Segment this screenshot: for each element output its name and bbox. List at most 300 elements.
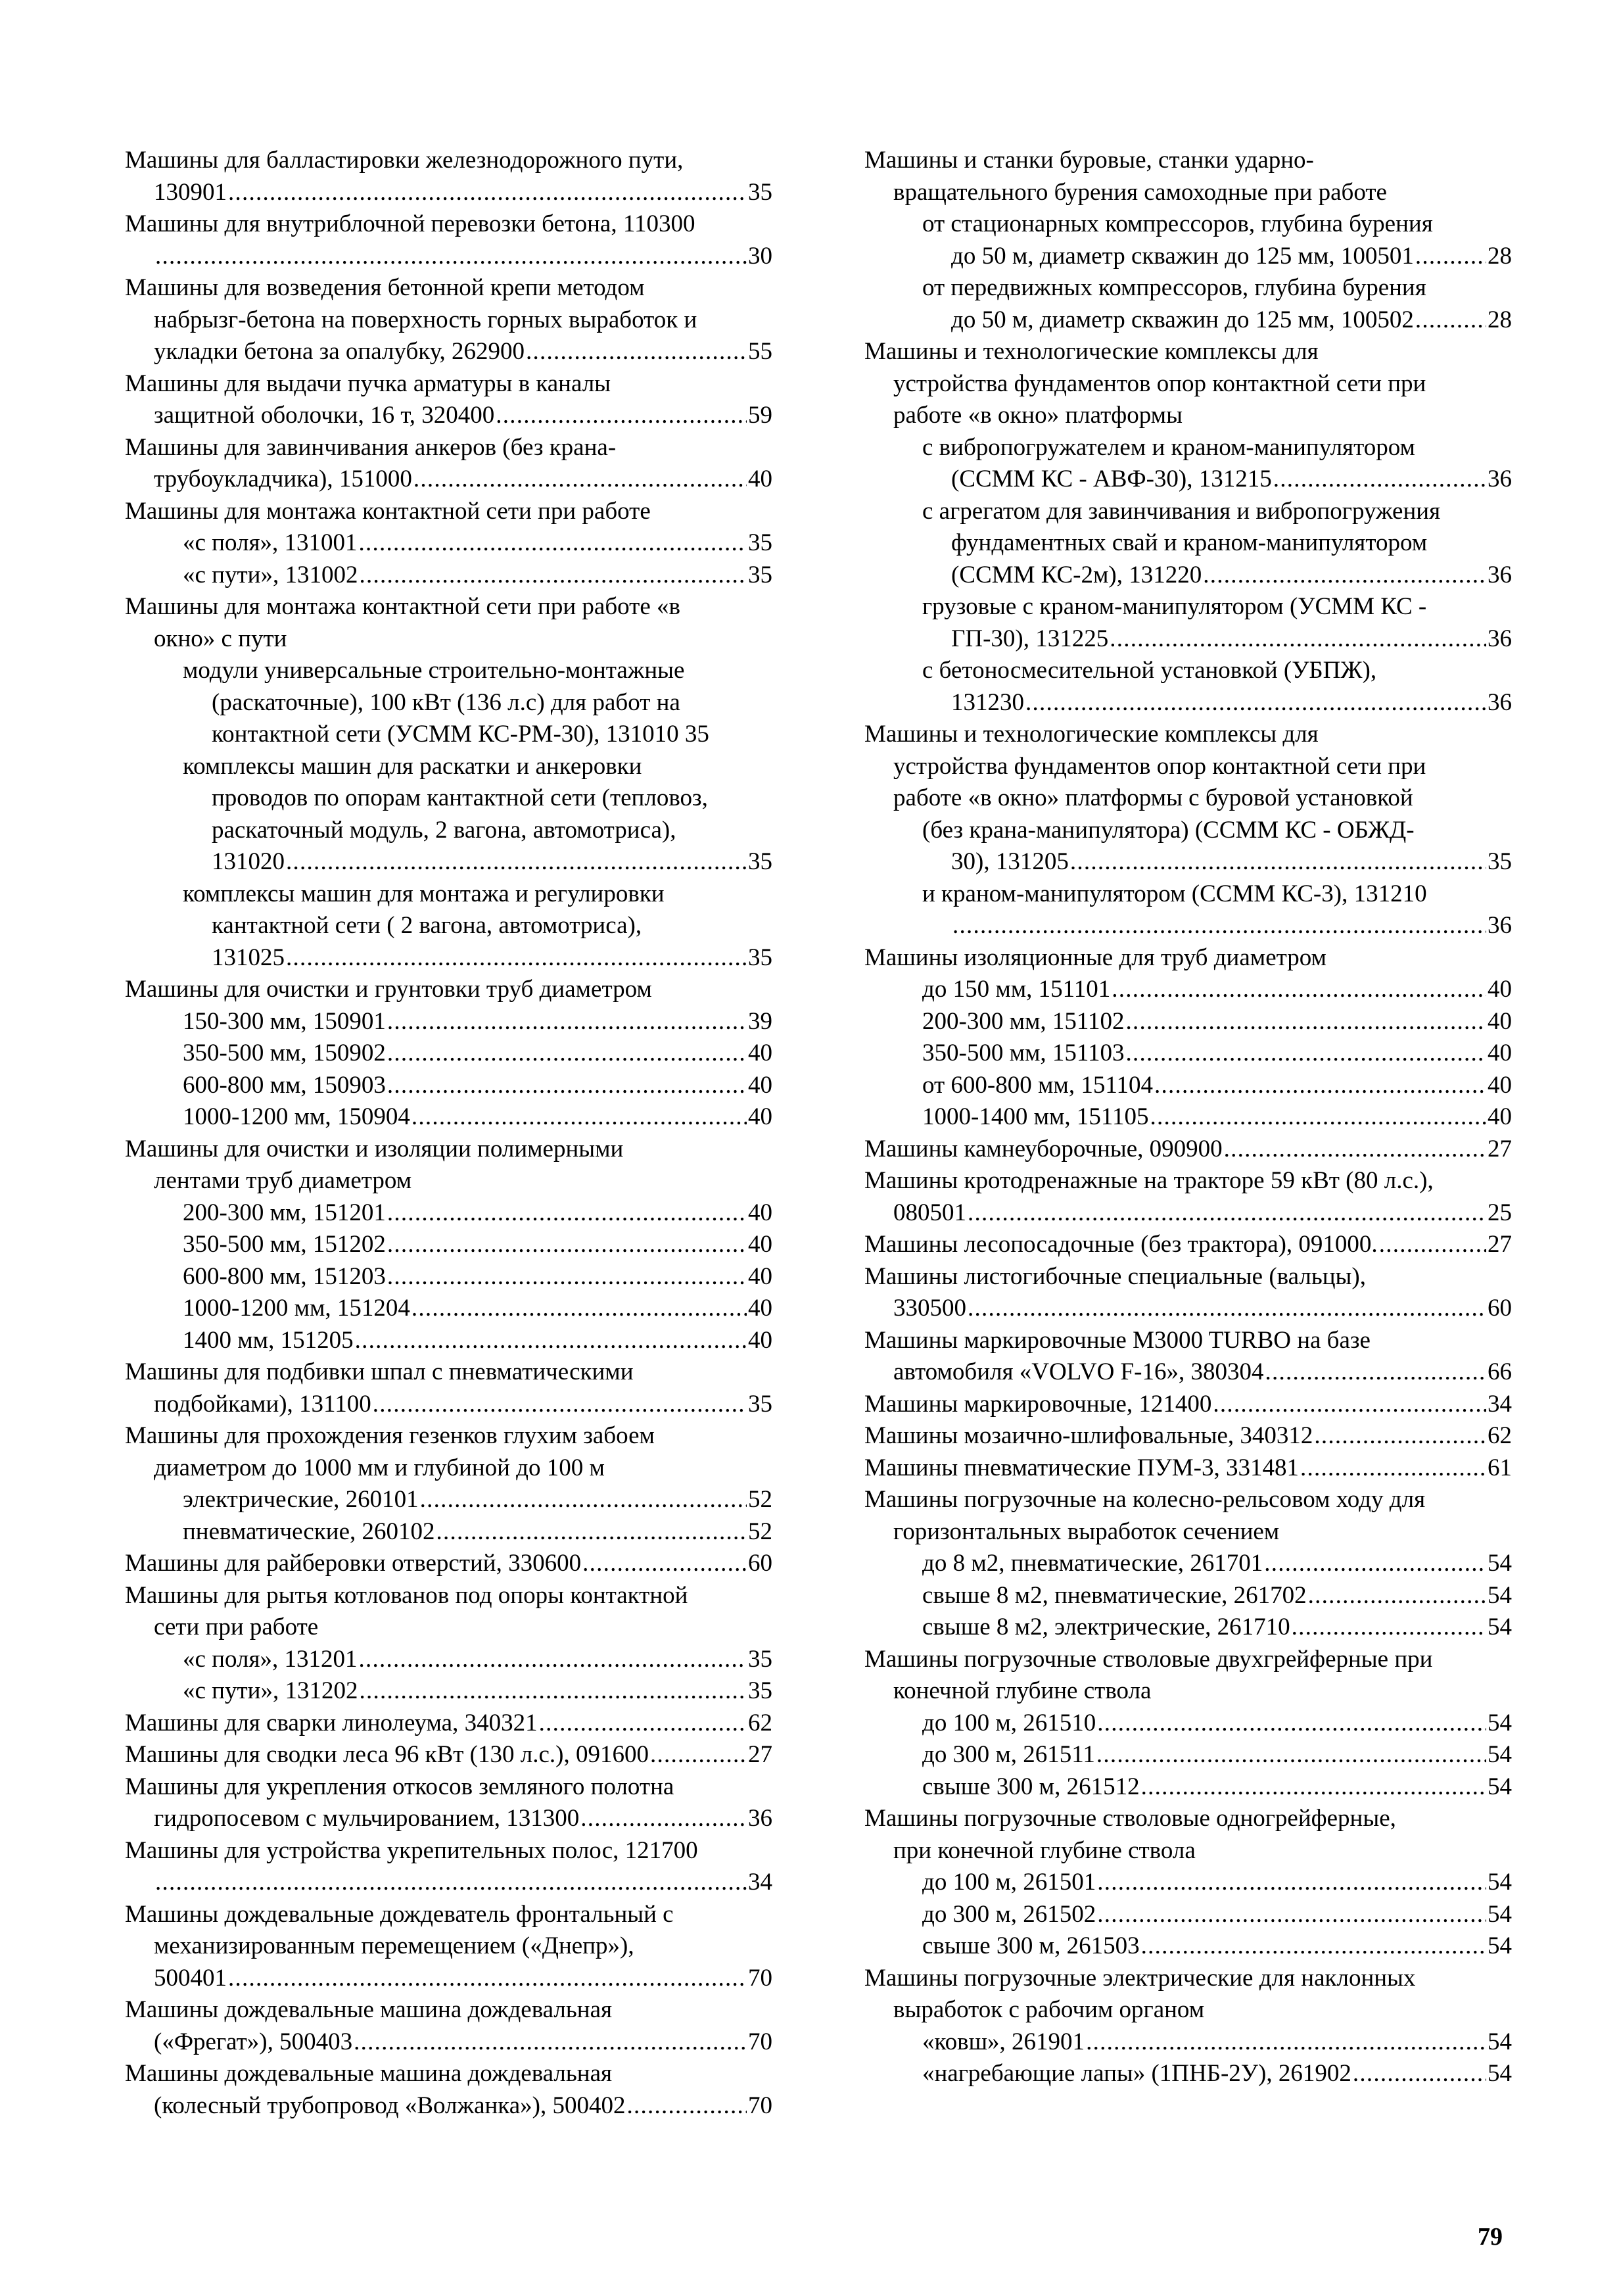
- entry-text: (ССММ КС - АВФ-30), 131215: [951, 466, 1272, 492]
- dot-leader: [228, 177, 747, 209]
- index-entry: Машины для укрепления откосов земляного полотна: [125, 1773, 674, 1800]
- entry-text: Машины для сварки линолеума, 340321: [125, 1709, 538, 1736]
- page-reference: 40: [1488, 976, 1512, 1003]
- index-entry: [864, 1389, 1512, 1421]
- dot-leader: [359, 1675, 747, 1708]
- dot-leader: [411, 1101, 747, 1134]
- dot-leader: [539, 1708, 747, 1740]
- page-reference: 28: [1488, 306, 1512, 333]
- index-entry: Машины и технологические комплексы для: [864, 338, 1319, 365]
- page-reference: 40: [748, 1103, 772, 1130]
- page-reference: 62: [748, 1709, 772, 1736]
- page-reference: 40: [1488, 1040, 1512, 1066]
- index-column-right: [864, 145, 1512, 2090]
- index-entry: [864, 1708, 1512, 1740]
- entry-text: до 8 м2, пневматические, 261701: [922, 1550, 1263, 1577]
- index-entry: [864, 1612, 1512, 1644]
- entry-text: защитной оболочки, 16 т, 320400: [154, 402, 495, 429]
- page-reference: 54: [1488, 1581, 1512, 1609]
- dot-leader: [1154, 1070, 1486, 1102]
- dot-leader: [155, 241, 747, 273]
- index-entry: [125, 1261, 772, 1293]
- entry-text: 080501: [893, 1199, 966, 1226]
- entry-text: Машины лесопосадочные (без трактора), 091000.: [864, 1231, 1378, 1258]
- index-entry: (раскаточные), 100 кВт (136 л.с) для работ на: [212, 688, 680, 716]
- dot-leader: [526, 336, 747, 368]
- index-entry: [864, 687, 1512, 719]
- dot-leader: [1096, 1739, 1486, 1771]
- page-reference: 36: [1488, 688, 1512, 716]
- index-entry: [125, 241, 772, 273]
- entry-text: «с поля», 131201: [183, 1645, 358, 1673]
- index-entry: [125, 1867, 772, 1899]
- index-entry: [125, 846, 772, 878]
- index-entry: [125, 1325, 772, 1357]
- entry-text: до 50 м, диаметр скважин до 125 мм, 100502: [951, 306, 1414, 333]
- dot-leader: [286, 942, 747, 974]
- page-reference: 36: [1488, 466, 1512, 492]
- index-entry: [125, 1963, 772, 1995]
- page-reference: 52: [748, 1486, 772, 1513]
- entry-text: «ковш», 261901: [922, 2028, 1085, 2055]
- entry-text: 600-800 мм, 151203: [183, 1262, 386, 1290]
- entry-text: (ССММ КС-2м), 131220: [951, 561, 1202, 588]
- dot-leader: [373, 1389, 747, 1421]
- index-entry: окно» с пути: [154, 625, 287, 652]
- index-entry: [864, 974, 1512, 1006]
- page-reference: 36: [1488, 561, 1512, 588]
- page-reference: 35: [748, 529, 772, 556]
- index-entry: [864, 1070, 1512, 1102]
- dot-leader: [420, 1484, 747, 1516]
- page-reference: 54: [1488, 1550, 1512, 1577]
- index-entry: вращательного бурения самоходные при работе: [893, 178, 1387, 206]
- index-entry: набрызг-бетона на поверхность горных выработок и: [154, 306, 697, 333]
- dot-leader: [387, 1070, 747, 1102]
- index-entry: [125, 1548, 772, 1580]
- index-entry: [864, 1038, 1512, 1070]
- index-entry: [864, 2026, 1512, 2059]
- dot-leader: [650, 1739, 747, 1771]
- entry-text: 200-300 мм, 151102: [922, 1007, 1125, 1035]
- page-reference: 40: [748, 1071, 772, 1099]
- dot-leader: [952, 910, 1486, 942]
- dot-leader: [1353, 2058, 1486, 2090]
- index-entry: с агрегатом для завинчивания и вибропогружения: [922, 497, 1441, 525]
- entry-text: 500401: [154, 1964, 227, 1992]
- page-reference: 40: [748, 1231, 772, 1258]
- page-reference: 34: [748, 1869, 772, 1896]
- index-entry: [864, 304, 1512, 337]
- dot-leader: [387, 1229, 747, 1261]
- entry-text: ГП-30), 131225: [951, 625, 1109, 652]
- dot-leader: [1273, 464, 1486, 496]
- index-entry: [125, 1803, 772, 1835]
- entry-text: Машины пневматические ПУМ-3, 331481: [864, 1454, 1299, 1481]
- dot-leader: [1097, 1899, 1486, 1931]
- dot-leader: [358, 527, 747, 560]
- entry-text: от 600-800 мм, 151104: [922, 1071, 1153, 1099]
- page-reference: 40: [748, 1199, 772, 1226]
- page-reference: 40: [748, 1040, 772, 1066]
- index-column-left: [125, 145, 772, 2122]
- index-entry: Машины для очистки и грунтовки труб диаметром: [125, 976, 652, 1003]
- index-entry: [864, 1006, 1512, 1038]
- index-entry: лентами труб диаметром: [154, 1167, 412, 1194]
- dot-leader: [580, 1803, 747, 1835]
- index-entry: устройства фундаментов опор контактной сети при: [893, 370, 1426, 397]
- index-entry: [864, 1452, 1512, 1485]
- index-entry: [864, 1867, 1512, 1899]
- index-entry: [864, 1739, 1512, 1771]
- dot-leader: [1314, 1420, 1486, 1452]
- index-entry: [864, 1420, 1512, 1452]
- index-entry: [125, 1675, 772, 1708]
- entry-text: Машины для сводки леса 96 кВт (130 л.с.), 091600: [125, 1741, 649, 1768]
- dot-leader: [1025, 687, 1486, 719]
- page-reference: 40: [1488, 1007, 1512, 1035]
- dot-leader: [496, 400, 747, 432]
- dot-leader: [413, 464, 747, 496]
- dot-leader: [358, 1644, 747, 1676]
- index-entry: Машины для балластировки железнодорожного пути,: [125, 147, 684, 174]
- page-reference: 54: [1488, 2028, 1512, 2055]
- page-reference: 54: [1488, 1869, 1512, 1896]
- entry-text: 131230: [951, 688, 1024, 716]
- dot-leader: [355, 1325, 747, 1357]
- page-reference: 35: [1488, 848, 1512, 875]
- dot-leader: [582, 1548, 747, 1580]
- index-entry: [864, 1580, 1512, 1612]
- index-entry: [125, 1739, 772, 1771]
- page-reference: 36: [748, 1805, 772, 1832]
- index-entry: [125, 1038, 772, 1070]
- entry-text: Машины мозаично-шлифовальные, 340312: [864, 1422, 1313, 1449]
- index-entry: [125, 1708, 772, 1740]
- index-entry: от передвижных компрессоров, глубина бурения: [922, 274, 1426, 301]
- page-reference: 36: [1488, 912, 1512, 939]
- dot-leader: [1379, 1229, 1486, 1261]
- index-entry: [125, 560, 772, 592]
- index-entry: модули универсальные строительно-монтажные: [183, 657, 685, 684]
- dot-leader: [387, 1197, 747, 1230]
- entry-text: 330500: [893, 1295, 966, 1322]
- dot-leader: [411, 1293, 747, 1325]
- index-entry: Машины для монтажа контактной сети при работе: [125, 497, 651, 525]
- index-entry: Машины погрузочные электрические для наклонных: [864, 1964, 1416, 1992]
- entry-text: до 300 м, 261502: [922, 1900, 1096, 1928]
- index-entry: Машины листогибочные специальные (вальцы),: [864, 1262, 1366, 1290]
- entry-text: (колесный трубопровод «Волжанка»), 500402: [154, 2092, 626, 2119]
- page-reference: 40: [748, 1326, 772, 1354]
- dot-leader: [1203, 560, 1486, 592]
- page-reference: 35: [748, 561, 772, 588]
- dot-leader: [1097, 1708, 1486, 1740]
- index-entry: [864, 1229, 1512, 1261]
- dot-leader: [1265, 1356, 1486, 1389]
- index-entry: (без крана-манипулятора) (ССММ КС - ОБЖД-: [922, 816, 1415, 844]
- index-entry: Машины для выдачи пучка арматуры в каналы: [125, 370, 611, 397]
- dot-leader: [1141, 1930, 1486, 1963]
- entry-text: «с пути», 131002: [183, 561, 358, 588]
- entry-text: 600-800 мм, 150903: [183, 1071, 386, 1099]
- page-reference: 30: [748, 242, 772, 270]
- index-entry: Машины дождевальные дождеватель фронтальный с: [125, 1900, 674, 1928]
- index-entry: Машины для возведения бетонной крепи методом: [125, 274, 645, 301]
- index-entry: Машины для очистки и изоляции полимерными: [125, 1135, 624, 1162]
- index-entry: Машины маркировочные M3000 TURBO на базе: [864, 1326, 1371, 1354]
- index-entry: кантактной сети ( 2 вагона, автомотриса),: [212, 912, 642, 939]
- dot-leader: [359, 560, 747, 592]
- page-reference: 40: [1488, 1103, 1512, 1130]
- page-reference: 40: [748, 1262, 772, 1290]
- index-entry: [864, 846, 1512, 878]
- index-entry: с вибропогружателем и краном-манипулятором: [922, 433, 1415, 461]
- dot-leader: [1308, 1580, 1486, 1612]
- page-reference: 60: [1488, 1295, 1512, 1322]
- page-reference: 59: [748, 402, 772, 429]
- page-reference: 55: [748, 338, 772, 365]
- dot-leader: [1126, 1038, 1486, 1070]
- entry-text: 130901: [154, 178, 227, 206]
- page-reference: 40: [1488, 1071, 1512, 1099]
- page-reference: 70: [748, 2028, 772, 2055]
- entry-text: свыше 300 м, 261503: [922, 1932, 1140, 1959]
- index-entry: [125, 2026, 772, 2059]
- dot-leader: [228, 1963, 747, 1995]
- page-reference: 61: [1488, 1454, 1512, 1481]
- dot-leader: [286, 846, 747, 878]
- entry-text: Машины маркировочные, 121400: [864, 1390, 1212, 1418]
- dot-leader: [1141, 1771, 1486, 1804]
- index-entry: [864, 1356, 1512, 1389]
- dot-leader: [1112, 974, 1486, 1006]
- dot-leader: [387, 1006, 747, 1038]
- entry-text: 1000-1200 мм, 150904: [183, 1103, 410, 1130]
- index-entry: Машины погрузочные стволовые двухгрейферные при: [864, 1645, 1433, 1673]
- page-reference: 54: [1488, 1709, 1512, 1736]
- index-entry: выработок с рабочим органом: [893, 1996, 1205, 2023]
- dot-leader: [1070, 846, 1486, 878]
- index-entry: [864, 2058, 1512, 2090]
- entry-text: до 50 м, диаметр скважин до 125 мм, 100501: [951, 242, 1414, 270]
- page-reference: 60: [748, 1550, 772, 1577]
- index-entry: работе «в окно» платформы: [893, 402, 1183, 429]
- dot-leader: [1300, 1452, 1486, 1485]
- index-entry: [864, 1134, 1512, 1166]
- index-entry: механизированным перемещением («Днепр»),: [154, 1932, 634, 1959]
- index-entry: и краном-манипулятором (ССММ КС-3), 131210: [922, 880, 1427, 907]
- index-entry: [125, 336, 772, 368]
- index-entry: Машины дождевальные машина дождевальная: [125, 1996, 613, 2023]
- index-entry: Машины кротодренажные на тракторе 59 кВт (80 л.с.),: [864, 1167, 1434, 1194]
- dot-leader: [1150, 1101, 1486, 1134]
- index-entry: проводов по опорам кантактной сети (тепловоз,: [212, 784, 708, 811]
- page-reference: 70: [748, 2092, 772, 2119]
- index-entry: при конечной глубине ствола: [893, 1836, 1196, 1864]
- index-entry: комплексы машин для монтажа и регулировки: [183, 880, 665, 907]
- page-reference: 35: [748, 1677, 772, 1704]
- entry-text: укладки бетона за опалубку, 262900: [154, 338, 525, 365]
- index-entry: [864, 1771, 1512, 1804]
- page-reference: 54: [1488, 1614, 1512, 1640]
- page-reference: 27: [1488, 1231, 1512, 1258]
- index-entry: Машины и технологические комплексы для: [864, 721, 1319, 748]
- index-entry: Машины погрузочные на колесно-рельсовом ходу для: [864, 1486, 1426, 1513]
- page-reference: 66: [1488, 1358, 1512, 1385]
- page-reference: 35: [748, 178, 772, 206]
- index-entry: Машины погрузочные стволовые одногрейферные,: [864, 1805, 1396, 1832]
- index-entry: комплексы машин для раскатки и анкеровки: [183, 752, 642, 780]
- index-entry: [125, 400, 772, 432]
- entry-text: Машины для райберовки отверстий, 330600: [125, 1550, 582, 1577]
- index-entry: от стационарных компрессоров, глубина бурения: [922, 210, 1433, 237]
- page-reference: 54: [1488, 1900, 1512, 1928]
- entry-text: трубоукладчика), 151000: [154, 466, 412, 492]
- dot-leader: [436, 1516, 747, 1548]
- index-entry: контактной сети (УСММ КС-РМ-30), 131010 35: [212, 721, 709, 748]
- entry-text: электрические, 260101: [183, 1486, 419, 1513]
- index-entry: Машины и станки буровые, станки ударно-: [864, 147, 1314, 174]
- dot-leader: [1213, 1389, 1486, 1421]
- entry-text: автомобиля «VOLVO F-16», 380304: [893, 1358, 1264, 1385]
- page-reference: 54: [1488, 2060, 1512, 2087]
- entry-text: 200-300 мм, 151201: [183, 1199, 386, 1226]
- index-entry: Машины для рытья котлованов под опоры контактной: [125, 1581, 688, 1609]
- page-reference: 54: [1488, 1773, 1512, 1800]
- entry-text: до 150 мм, 151101: [922, 976, 1111, 1003]
- dot-leader: [387, 1261, 747, 1293]
- entry-text: свыше 8 м2, пневматические, 261702: [922, 1581, 1307, 1609]
- page-reference: 35: [748, 848, 772, 875]
- dot-leader: [387, 1038, 747, 1070]
- entry-text: 350-500 мм, 151202: [183, 1231, 386, 1258]
- entry-text: «нагребающие лапы» (1ПНБ-2У), 261902: [922, 2060, 1351, 2087]
- page-reference: 62: [1488, 1422, 1512, 1449]
- index-entry: Машины для монтажа контактной сети при работе «в: [125, 593, 680, 620]
- page-reference: 34: [1488, 1390, 1512, 1418]
- index-entry: [125, 1101, 772, 1134]
- page-reference: 40: [748, 466, 772, 492]
- entry-text: до 100 м, 261510: [922, 1709, 1096, 1736]
- dot-leader: [1264, 1548, 1486, 1580]
- index-entry: фундаментных свай и краном-манипулятором: [951, 529, 1428, 556]
- index-entry: сети при работе: [154, 1614, 319, 1640]
- index-entry: [864, 1293, 1512, 1325]
- entry-text: 30), 131205: [951, 848, 1069, 875]
- dot-leader: [155, 1867, 747, 1899]
- index-entry: Машины для внутриблочной перевозки бетона, 110300: [125, 210, 695, 237]
- entry-text: подбойками), 131100: [154, 1390, 371, 1418]
- index-entry: Машины дождевальные машина дождевальная: [125, 2060, 613, 2087]
- index-entry: Машины для завинчивания анкеров (без крана-: [125, 433, 617, 461]
- index-entry: Машины изоляционные для труб диаметром: [864, 944, 1326, 971]
- entry-text: до 300 м, 261511: [922, 1741, 1095, 1768]
- page-reference: 35: [748, 944, 772, 971]
- dot-leader: [354, 2026, 747, 2059]
- entry-text: 131020: [212, 848, 285, 875]
- dot-leader: [1415, 241, 1486, 273]
- page-reference: 52: [748, 1518, 772, 1545]
- index-entry: с бетоносмесительной установкой (УБПЖ),: [922, 657, 1377, 684]
- index-entry: [125, 177, 772, 209]
- entry-text: пневматические, 260102: [183, 1518, 435, 1545]
- entry-text: «с пути», 131202: [183, 1677, 358, 1704]
- page-reference: 27: [748, 1741, 772, 1768]
- page-reference: 54: [1488, 1932, 1512, 1959]
- entry-text: («Фрегат»), 500403: [154, 2028, 353, 2055]
- index-entry: [125, 1644, 772, 1676]
- index-entry: [125, 1484, 772, 1516]
- page-number: 79: [1478, 2223, 1503, 2251]
- entry-text: «с поля», 131001: [183, 529, 358, 556]
- index-entry: [864, 910, 1512, 942]
- dot-leader: [1097, 1867, 1486, 1899]
- index-entry: [864, 464, 1512, 496]
- page-reference: 25: [1488, 1199, 1512, 1226]
- page-reference: 39: [748, 1007, 772, 1035]
- index-entry: [125, 1389, 772, 1421]
- page-reference: 28: [1488, 242, 1512, 270]
- index-entry: [125, 1229, 772, 1261]
- index-entry: грузовые с краном-манипулятором (УСММ КС -: [922, 593, 1427, 620]
- dot-leader: [968, 1293, 1486, 1325]
- entry-text: свыше 8 м2, электрические, 261710: [922, 1614, 1290, 1640]
- entry-text: 131025: [212, 944, 285, 971]
- index-entry: [125, 1197, 772, 1230]
- dot-leader: [626, 2090, 747, 2122]
- entry-text: 350-500 мм, 151103: [922, 1040, 1125, 1066]
- index-entry: раскаточный модуль, 2 вагона, автомотриса),: [212, 816, 676, 844]
- index-entry: работе «в окно» платформы с буровой установкой: [893, 784, 1413, 811]
- index-entry: конечной глубине ствола: [893, 1677, 1152, 1704]
- index-entry: [125, 1516, 772, 1548]
- dot-leader: [1086, 2026, 1486, 2059]
- entry-text: 350-500 мм, 150902: [183, 1040, 386, 1066]
- index-entry: [125, 942, 772, 974]
- index-entry: [864, 1101, 1512, 1134]
- page-reference: 35: [748, 1390, 772, 1418]
- index-entry: Машины для устройства укрепительных полос, 121700: [125, 1836, 698, 1864]
- dot-leader: [1110, 623, 1486, 656]
- index-entry: [864, 1930, 1512, 1963]
- entry-text: 1000-1400 мм, 151105: [922, 1103, 1149, 1130]
- index-entry: [864, 1197, 1512, 1230]
- page-reference: 35: [748, 1645, 772, 1673]
- dot-leader: [1292, 1612, 1486, 1644]
- index-entry: горизонтальных выработок сечением: [893, 1518, 1280, 1545]
- entry-text: 1000-1200 мм, 151204: [183, 1295, 410, 1322]
- page-reference: 27: [1488, 1135, 1512, 1162]
- index-entry: Машины для подбивки шпал с пневматическими: [125, 1358, 634, 1385]
- entry-text: до 100 м, 261501: [922, 1869, 1096, 1896]
- index-entry: [864, 1899, 1512, 1931]
- index-entry: диаметром до 1000 мм и глубиной до 100 м: [154, 1454, 605, 1481]
- index-entry: [125, 1070, 772, 1102]
- page-reference: 36: [1488, 625, 1512, 652]
- index-entry: [125, 464, 772, 496]
- dot-leader: [1415, 304, 1486, 337]
- index-entry: [864, 241, 1512, 273]
- entry-text: гидропосевом с мульчированием, 131300: [154, 1805, 580, 1832]
- index-entry: [125, 1293, 772, 1325]
- index-entry: [864, 623, 1512, 656]
- dot-leader: [1126, 1006, 1486, 1038]
- index-entry: [125, 527, 772, 560]
- index-entry: Машины для прохождения гезенков глухим забоем: [125, 1422, 655, 1449]
- index-entry: [864, 560, 1512, 592]
- entry-text: свыше 300 м, 261512: [922, 1773, 1140, 1800]
